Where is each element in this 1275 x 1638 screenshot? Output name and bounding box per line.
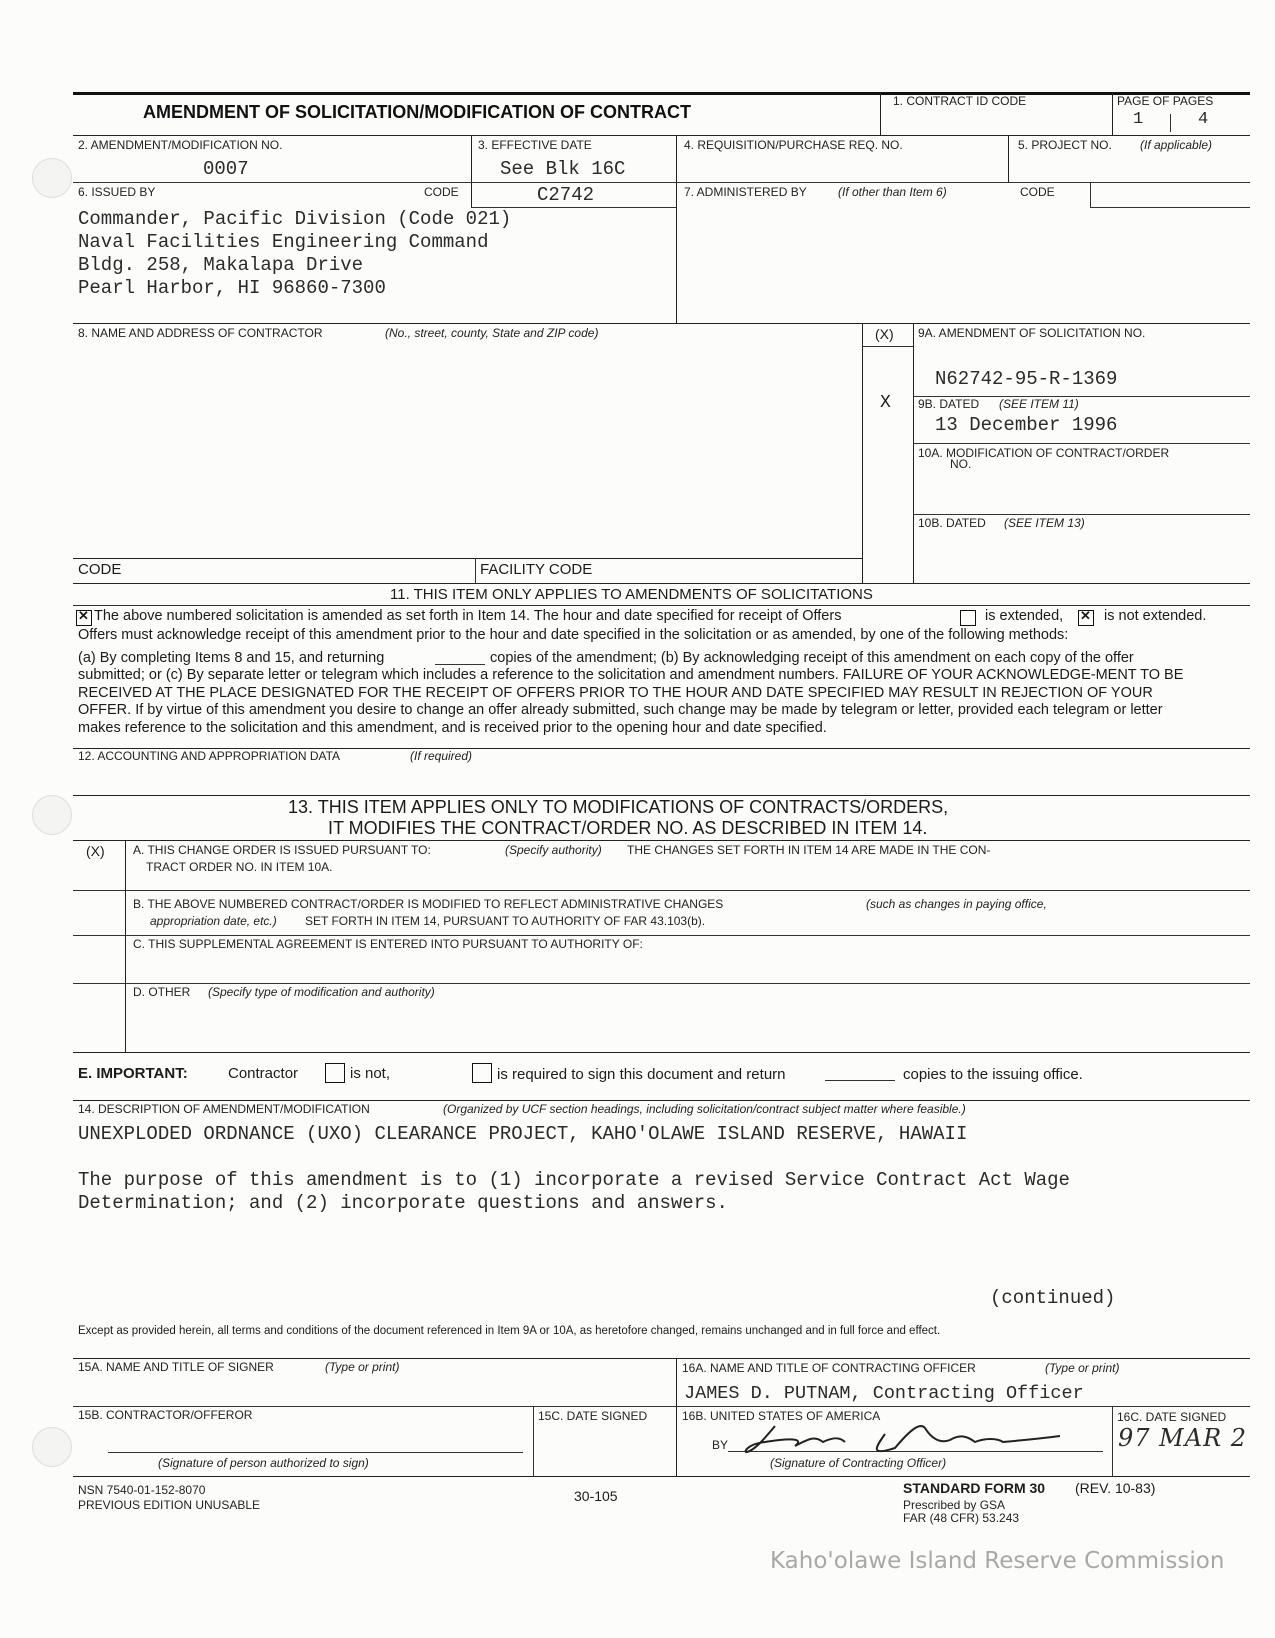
accounting-label: 12. ACCOUNTING AND APPROPRIATION DATA — [78, 749, 341, 763]
important-is-not: is not, — [350, 1065, 391, 1082]
solicitation-dated-value: 13 December 1996 — [935, 414, 1118, 436]
is-required-checkbox[interactable] — [472, 1063, 492, 1083]
watermark: Kaho'olawe Island Reserve Commission — [770, 1548, 1225, 1574]
by-label: BY — [712, 1438, 729, 1452]
item11-para-a1: (a) By completing Items 8 and 15, and returning — [78, 650, 385, 666]
administered-by-code-label: CODE — [1020, 185, 1055, 199]
prescribed-by: Prescribed by GSA — [903, 1498, 1006, 1512]
important-label: E. IMPORTANT: — [78, 1065, 188, 1082]
item11-line2: Offers must acknowledge receipt of this amendment prior to the hour and date specified in the solicitation or as amended, by one of the following methods: — [78, 627, 1069, 643]
punch-hole-middle — [32, 795, 72, 835]
modification-dated-note: (SEE ITEM 13) — [1004, 516, 1085, 530]
item13-heading-1: 13. THIS ITEM APPLIES ONLY TO MODIFICATIONS OF CONTRACTS/ORDERS, — [288, 797, 949, 817]
united-states-label: 16B. UNITED STATES OF AMERICA — [682, 1409, 881, 1423]
item13-b-note: (such as changes in paying office, — [866, 897, 1047, 911]
item11-para-rest: submitted; or (c) By separate letter or telegram which includes a reference to the solicitation and amendment numbers. FAILURE OF YOUR ACKNOWLEDGE-MENT TO BE RECEIVED AT THE PLACE DESIGNATED FOR THE RECEIPT OF OFFERS PRIOR TO THE HOUR AND DATE SPECIFIED MAY RESULT IN REJECTION OF YOUR OFFER. If by virtue of this amendment you desire to change an offer already submitted, such change may be made by telegram or letter, provided each telegram or letter makes reference to the solicitation and this amendment, and is received prior to the opening hour and date specified. — [78, 667, 1184, 736]
effective-date-label: 3. EFFECTIVE DATE — [478, 138, 592, 152]
contracting-officer-label: 16A. NAME AND TITLE OF CONTRACTING OFFICER — [682, 1361, 976, 1375]
description-note: (Organized by UCF section headings, including solicitation/contract subject matter where feasible.) — [443, 1102, 966, 1116]
officer-date-label: 16C. DATE SIGNED — [1117, 1410, 1227, 1424]
description-title: UNEXPLODED ORDNANCE (UXO) CLEARANCE PROJECT, KAHO'OLAWE ISLAND RESERVE, HAWAII — [78, 1123, 968, 1145]
item13-heading-2: IT MODIFIES THE CONTRACT/ORDER NO. AS DESCRIBED IN ITEM 14. — [328, 818, 928, 838]
item13-x-header: (X) — [86, 843, 105, 859]
punch-hole-top — [32, 158, 72, 198]
solicitation-dated-label: 9B. DATED — [918, 397, 980, 411]
not-extended-label: is not extended. — [1104, 608, 1207, 624]
item13-a-line2: THE CHANGES SET FORTH IN ITEM 14 ARE MADE IN THE CON- — [627, 843, 991, 857]
amendment-no-value: 0007 — [203, 158, 249, 180]
description-purpose-2: Determination; and (2) incorporate questions and answers. — [78, 1192, 728, 1214]
amendment-no-label: 2. AMENDMENT/MODIFICATION NO. — [78, 138, 283, 152]
contracting-officer-note: (Type or print) — [1045, 1361, 1120, 1375]
item11-heading: 11. THIS ITEM ONLY APPLIES TO AMENDMENTS OF SOLICITATIONS — [390, 586, 873, 603]
administered-by-note: (If other than Item 6) — [838, 185, 947, 199]
facility-code-label: FACILITY CODE — [480, 561, 593, 578]
pages-label: PAGE OF PAGES — [1117, 94, 1214, 108]
nsn-text: NSN 7540-01-152-8070 — [78, 1483, 206, 1497]
important-copies: copies to the issuing office. — [903, 1066, 1083, 1083]
contracting-officer-value: JAMES D. PUTNAM, Contracting Officer — [684, 1383, 1084, 1404]
officer-date-value: 97 MAR 2 — [1118, 1424, 1248, 1452]
requisition-label: 4. REQUISITION/PURCHASE REQ. NO. — [684, 138, 903, 152]
issued-by-line-2: Naval Facilities Engineering Command — [78, 231, 489, 253]
amended-checkbox[interactable] — [76, 610, 92, 626]
signer-note: (Type or print) — [325, 1360, 400, 1374]
issued-by-line-4: Pearl Harbor, HI 96860-7300 — [78, 277, 386, 299]
contract-id-label: 1. CONTRACT ID CODE — [893, 94, 1027, 108]
item13-d-note: (Specify type of modification and authority) — [208, 985, 435, 999]
item13-d: D. OTHER — [133, 985, 191, 999]
contractor-code-label: CODE — [78, 561, 122, 578]
contractor-date-label: 15C. DATE SIGNED — [538, 1409, 648, 1423]
project-no-note: (If applicable) — [1140, 138, 1213, 152]
modification-dated-label: 10B. DATED — [918, 516, 986, 530]
item13-c: C. THIS SUPPLEMENTAL AGREEMENT IS ENTERED INTO PURSUANT TO AUTHORITY OF: — [133, 937, 643, 951]
page-total: 4 — [1198, 110, 1209, 129]
form-code: 30-105 — [574, 1488, 618, 1504]
previous-edition-text: PREVIOUS EDITION UNUSABLE — [78, 1498, 261, 1512]
issued-by-code-value: C2742 — [537, 184, 595, 206]
is-extended-label: is extended, — [985, 608, 1064, 624]
item11-para-a2: copies of the amendment; (b) By acknowledging receipt of this amendment on each copy of the offer — [490, 650, 1134, 666]
description-label: 14. DESCRIPTION OF AMENDMENT/MODIFICATION — [78, 1102, 370, 1116]
issued-by-line-1: Commander, Pacific Division (Code 021) — [78, 208, 512, 230]
item13-a-line1: A. THIS CHANGE ORDER IS ISSUED PURSUANT TO: — [133, 843, 431, 857]
signer-label: 15A. NAME AND TITLE OF SIGNER — [78, 1360, 274, 1374]
contractor-note: (No., street, county, State and ZIP code) — [385, 326, 599, 340]
modification-contract-label-2: NO. — [950, 457, 972, 471]
important-is-required: is required to sign this document and return — [497, 1066, 786, 1083]
modification-contract-label: 10A. MODIFICATION OF CONTRACT/ORDER — [918, 446, 1170, 460]
issued-by-code-label: CODE — [424, 185, 459, 199]
standard-form-name: STANDARD FORM 30 — [903, 1480, 1046, 1496]
item13-a-note: (Specify authority) — [505, 843, 602, 857]
effective-date-value: See Blk 16C — [500, 158, 626, 180]
page-number: 1 — [1133, 110, 1144, 129]
project-no-label: 5. PROJECT NO. — [1018, 138, 1112, 152]
far-reference: FAR (48 CFR) 53.243 — [903, 1511, 1020, 1525]
contractor-label: 8. NAME AND ADDRESS OF CONTRACTOR — [78, 326, 323, 340]
standard-form-rev: (REV. 10-83) — [1075, 1480, 1156, 1496]
item11-line1: The above numbered solicitation is amended as set forth in Item 14. The hour and date specified for receipt of Offers — [94, 608, 842, 624]
accounting-note: (If required) — [410, 749, 473, 763]
is-extended-checkbox[interactable] — [960, 610, 976, 626]
description-continued: (continued) — [990, 1287, 1116, 1309]
issued-by-label: 6. ISSUED BY — [78, 185, 156, 199]
important-contractor: Contractor — [228, 1065, 299, 1082]
amendment-solicitation-value: N62742-95-R-1369 — [935, 368, 1118, 390]
description-purpose-1: The purpose of this amendment is to (1) incorporate a revised Service Contract Act Wage — [78, 1169, 1070, 1191]
item13-b-line2: SET FORTH IN ITEM 14, PURSUANT TO AUTHORITY OF FAR 43.103(b). — [305, 914, 706, 928]
issued-by-line-3: Bldg. 258, Makalapa Drive — [78, 254, 364, 276]
item9-x-header: (X) — [875, 326, 894, 342]
item13-b-line2-italic: appropriation date, etc.) — [150, 914, 277, 928]
except-note: Except as provided herein, all terms and conditions of the document referenced in Item 9A or 10A, as heretofore changed, remains unchanged and in full force and effect. — [78, 1325, 941, 1337]
contractor-offeror-label: 15B. CONTRACTOR/OFFEROR — [78, 1408, 253, 1422]
item13-a-line3: TRACT ORDER NO. IN ITEM 10A. — [146, 860, 333, 874]
punch-hole-bottom — [32, 1427, 72, 1467]
form-title: AMENDMENT OF SOLICITATION/MODIFICATION OF CONTRACT — [143, 102, 691, 122]
administered-by-label: 7. ADMINISTERED BY — [684, 185, 807, 199]
solicitation-dated-note: (SEE ITEM 11) — [999, 397, 1079, 411]
item9-x-mark: X — [880, 393, 891, 413]
contracting-officer-signature — [735, 1408, 1065, 1458]
contractor-signature-note: (Signature of person authorized to sign) — [158, 1456, 369, 1470]
amendment-solicitation-label: 9A. AMENDMENT OF SOLICITATION NO. — [918, 326, 1146, 340]
not-extended-checkbox[interactable] — [1078, 610, 1094, 626]
is-not-checkbox[interactable] — [325, 1063, 345, 1083]
item13-b-line1: B. THE ABOVE NUMBERED CONTRACT/ORDER IS MODIFIED TO REFLECT ADMINISTRATIVE CHANGES — [133, 897, 724, 911]
contracting-officer-signature-note: (Signature of Contracting Officer) — [770, 1456, 947, 1470]
